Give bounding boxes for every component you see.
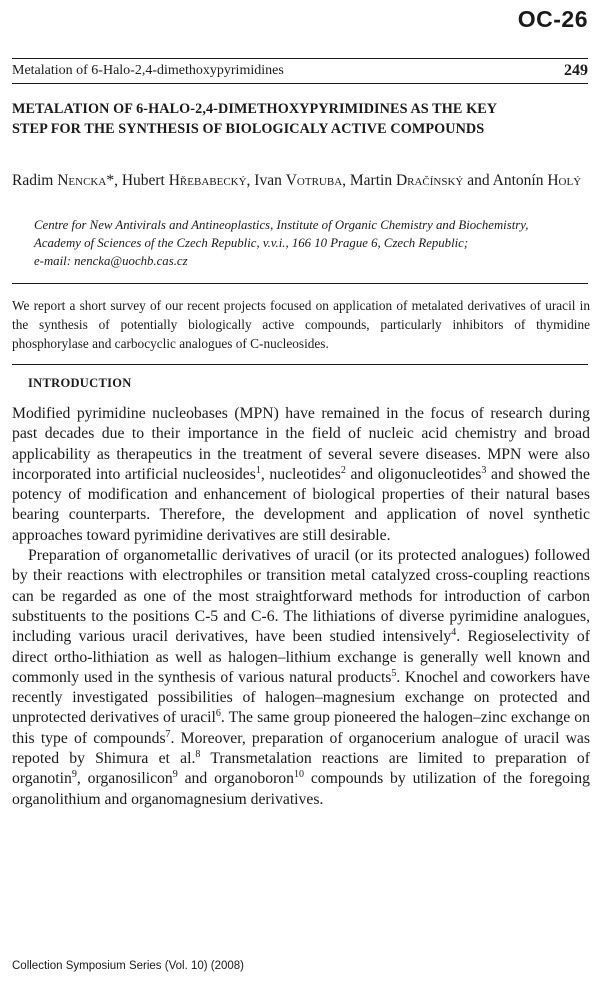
- author-separator: ,: [246, 172, 255, 189]
- running-title: Metalation of 6-Halo-2,4-dimethoxypyrimidines: [12, 63, 284, 78]
- author-separator: and: [463, 172, 493, 189]
- text-run: , organosilicon: [76, 770, 173, 788]
- body-text: [12, 404, 590, 810]
- author-given-name: Hubert: [121, 172, 165, 189]
- author-name: [493, 172, 582, 189]
- article-title-line2: STEP FOR THE SYNTHESIS OF BIOLOGICALY ACTIVE COMPOUNDS: [12, 121, 485, 137]
- running-header: [12, 58, 588, 84]
- text-run: , nucleotides: [260, 465, 341, 483]
- citation-superscript: 9: [172, 769, 178, 781]
- author-family-name: Hřebabecký: [168, 172, 247, 189]
- author-family-name: Dračínský: [395, 172, 464, 189]
- author-family-name: Nencka: [57, 172, 107, 189]
- author-given-name: Antonín: [492, 172, 544, 189]
- author-given-name: Ivan: [254, 172, 282, 189]
- affiliation: [34, 216, 594, 270]
- author-list: [12, 171, 592, 191]
- author-separator: ,: [342, 172, 350, 189]
- article-title: [12, 99, 592, 139]
- author-family-name: Holý: [547, 172, 582, 189]
- text-run: Modified pyrimidine nucleobases (MPN) have remained in the focus of research during past decades due to their importance in the field of nucleic acid chemistry and broad applicability as therapeutics in the treatment of several severe diseases. MPN were also incorporated into artificial nucleosides: [12, 405, 590, 483]
- citation-superscript: 1: [255, 464, 261, 476]
- section-heading: INTRODUCTION: [28, 376, 132, 390]
- affiliation-line1: Centre for New Antivirals and Antineoplastics, Institute of Organic Chemistry and Biochemistry,: [34, 218, 529, 232]
- citation-superscript: 6: [215, 708, 221, 720]
- article-title-line1: METALATION OF 6-HALO-2,4-DIMETHOXYPYRIMIDINES AS THE KEY: [12, 101, 498, 117]
- citation-superscript: 2: [340, 464, 346, 476]
- author-family-name: Votruba: [285, 172, 343, 189]
- text-run: . The same group pioneered the halogen–zinc exchange on this type of compounds: [12, 709, 590, 747]
- text-run: Transmetalation reactions are limited to preparation of organotin: [12, 750, 590, 788]
- affiliation-email: e-mail: nencka@uochb.cas.cz: [34, 254, 188, 268]
- text-run: . Knochel and coworkers have recently investigated possibilities of halogen–magnesium exchange on protected and unprotected derivatives of uracil: [12, 668, 590, 727]
- text-run: . Regioselectivity of direct ortho-lithiation as well as halogen–lithium exchange is generally well known and commonly used in the synthesis of various natural products: [12, 628, 590, 686]
- footer-series: Collection Symposium Series (Vol. 10) (2008): [12, 960, 245, 972]
- citation-superscript: 7: [165, 728, 171, 740]
- body-paragraph: [12, 546, 590, 810]
- citation-superscript: 3: [481, 464, 487, 476]
- abstract-top-rule: [12, 283, 588, 284]
- author-name: [254, 172, 342, 189]
- author-given-name: Radim: [12, 172, 54, 189]
- author-name: [350, 172, 464, 189]
- body-paragraph: [12, 404, 590, 546]
- text-run: and showed the potency of modification and enhancement of biological properties of their natural bases bearing counterparts. Therefore, the development and application of novel synthetic approaches toward pyrimidine derivatives are still desirable.: [12, 465, 590, 544]
- citation-superscript: 4: [451, 627, 457, 639]
- abstract: We report a short survey of our recent projects focused on application of metalated derivatives of uracil in the synthesis of potentially biologically active compounds, particularly inhibitors of thymidine phosphorylase and carbocyclic analogues of C-nucleosides.: [12, 298, 590, 351]
- page-number: 249: [564, 62, 588, 79]
- symposium-code: OC-26: [517, 6, 588, 32]
- citation-superscript: 8: [195, 748, 201, 760]
- author-given-name: Martin: [349, 172, 393, 189]
- abstract-bottom-rule: [12, 364, 588, 365]
- text-run: and oligonucleotides: [345, 465, 482, 483]
- text-run: . Moreover, preparation of organocerium analogue of uracil was repoted by Shimura et al.: [12, 729, 590, 768]
- author-separator: *,: [106, 172, 122, 189]
- author-name: [122, 172, 247, 189]
- text-run: Preparation of organometallic derivatives of uracil (or its protected analogues) followed by their reactions with electrophiles or transition metal catalyzed cross-coupling reactions can be regarded as one of the most straightforward methods for introduction of carbon substituents to the positions C-5 and C-6. The lithiations of diverse pyrimidine analogues, including various uracil derivatives, have been studied intensively: [12, 547, 590, 646]
- citation-superscript: 9: [71, 769, 77, 781]
- citation-superscript: 10: [293, 769, 304, 781]
- text-run: compounds by utilization of the foregoing organolithium and organomagnesium derivatives.: [12, 770, 590, 808]
- text-run: and organoboron: [177, 770, 294, 788]
- author-name: [12, 172, 106, 189]
- citation-superscript: 5: [391, 667, 397, 679]
- affiliation-line2: Academy of Sciences of the Czech Republic, v.v.i., 166 10 Prague 6, Czech Republic;: [34, 236, 469, 250]
